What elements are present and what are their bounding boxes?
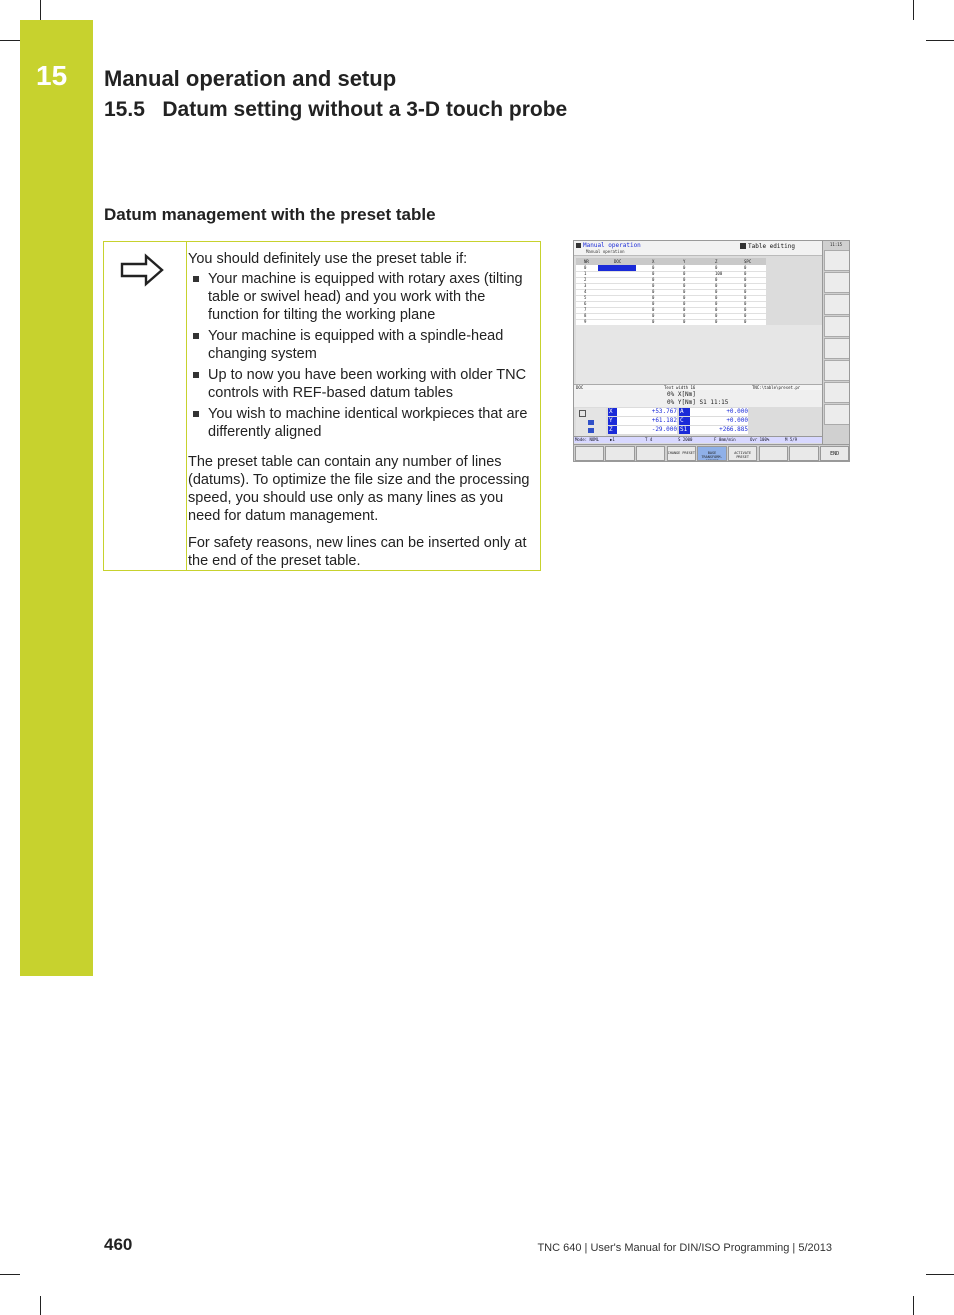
softkey[interactable] xyxy=(824,272,850,293)
table-cell: 0 xyxy=(715,307,718,312)
table-cell: 0 xyxy=(683,319,686,324)
vertical-softkey-bar xyxy=(822,241,850,444)
softkey[interactable] xyxy=(636,446,666,461)
softkey[interactable] xyxy=(824,316,850,337)
table-cell: 0 xyxy=(683,295,686,300)
bullet-square-icon xyxy=(193,372,199,378)
table-cell: 0 xyxy=(683,307,686,312)
table-cell: 0 xyxy=(652,319,655,324)
softkey[interactable] xyxy=(575,446,605,461)
softkey[interactable]: END xyxy=(820,446,850,461)
crop-mark xyxy=(913,1296,914,1315)
bullet-square-icon xyxy=(193,333,199,339)
table-cell: 0 xyxy=(683,283,686,288)
note-divider xyxy=(186,242,187,571)
tnc-screenshot xyxy=(573,240,850,462)
axis-value: +0.000 xyxy=(690,408,748,416)
preset-table-body xyxy=(576,265,766,325)
softkey[interactable] xyxy=(824,404,850,425)
horizontal-softkey-bar xyxy=(574,444,850,462)
column-header: SPC xyxy=(744,259,752,264)
column-header: NR xyxy=(584,259,589,264)
crop-mark xyxy=(926,40,954,41)
table-cell: 0 xyxy=(715,301,718,306)
override-line: 0% X[Nm] xyxy=(667,391,696,398)
softkey[interactable]: ACTIVATE PRESET xyxy=(728,446,758,461)
bullet-square-icon xyxy=(193,276,199,282)
chapter-band xyxy=(20,20,93,976)
status-field: ▶1 xyxy=(610,437,615,442)
crop-mark xyxy=(913,0,914,20)
softkey[interactable] xyxy=(789,446,819,461)
sub-title: Manual operation xyxy=(586,249,625,254)
note-text xyxy=(188,250,538,579)
mode-icon xyxy=(576,243,581,248)
table-cell: 0 xyxy=(652,265,655,270)
spindle-icon xyxy=(588,420,594,425)
table-cell: 0 xyxy=(683,265,686,270)
position-display xyxy=(608,408,750,436)
axis-label: C xyxy=(679,417,690,425)
table-cell: 0 xyxy=(715,283,718,288)
table-cell: 0 xyxy=(744,283,747,288)
softkey[interactable]: CHANGE PRESET xyxy=(667,446,697,461)
note-bullet-list xyxy=(188,270,538,441)
axis-label: X xyxy=(608,408,617,416)
crop-mark xyxy=(926,1274,954,1275)
table-cell: 0 xyxy=(652,307,655,312)
crop-mark xyxy=(40,0,41,20)
tilt-icon xyxy=(588,428,594,433)
axis-label: Z xyxy=(608,426,617,434)
axis-value: +53.767 xyxy=(617,408,677,416)
axis-label: A xyxy=(679,408,690,416)
table-cell: 0 xyxy=(652,313,655,318)
crop-mark xyxy=(40,1296,41,1315)
table-empty-area xyxy=(576,325,822,384)
table-cell: 0 xyxy=(652,301,655,306)
softkey[interactable]: BASE TRANSFORM. OFFSET xyxy=(697,446,727,461)
status-left: DOC xyxy=(576,385,584,390)
note-box xyxy=(103,241,541,571)
axis-value: +61.182 xyxy=(617,417,677,425)
table-cell: 0 xyxy=(652,271,655,276)
axis-value: +266.885 xyxy=(690,426,748,434)
status-field: Ovr 100% xyxy=(750,437,770,442)
subsection-heading: Datum management with the preset table xyxy=(104,205,436,224)
table-cell: 0 xyxy=(744,289,747,294)
table-cell: 0 xyxy=(683,271,686,276)
softkey[interactable] xyxy=(824,338,850,359)
softkey[interactable] xyxy=(759,446,789,461)
position-side-icons xyxy=(576,408,606,436)
clock: 11:15 xyxy=(830,242,843,247)
table-cell: 5 xyxy=(584,295,587,300)
axis-label: Y xyxy=(608,417,617,425)
softkey[interactable] xyxy=(605,446,635,461)
table-cell: 9 xyxy=(584,319,587,324)
table-cell: 0 xyxy=(715,265,718,270)
table-cell: 0 xyxy=(584,265,587,270)
table-cell: 2 xyxy=(584,277,587,282)
axis-label: S1 xyxy=(679,426,690,434)
chapter-number: 15 xyxy=(36,60,68,91)
table-cell: 0 xyxy=(744,295,747,300)
column-header: DOC xyxy=(614,259,622,264)
override-area xyxy=(574,390,822,407)
table-cell: 0 xyxy=(715,319,718,324)
table-cell: 0 xyxy=(744,265,747,270)
page-number: 460 xyxy=(104,1235,133,1254)
list-item: You wish to machine identical workpieces that are differently aligned xyxy=(188,405,538,441)
override-line: 0% Y[Nm] S1 11:15 xyxy=(667,399,729,406)
footer-text: TNC 640 | User's Manual for DIN/ISO Programming | 5/2013 xyxy=(537,1242,832,1254)
softkey[interactable] xyxy=(824,294,850,315)
status-field: M 5/9 xyxy=(785,437,798,442)
table-cell: 0 xyxy=(683,277,686,282)
table-header-row xyxy=(576,258,766,265)
table-cell: 0 xyxy=(652,283,655,288)
status-field: Mode: NOML xyxy=(575,437,600,442)
section-title: 15.5 Datum setting without a 3-D touch probe xyxy=(104,98,568,121)
table-cell: 7 xyxy=(584,307,587,312)
table-cell: 1 xyxy=(584,271,587,276)
table-cell: 100 xyxy=(715,271,723,276)
table-cell: 0 xyxy=(744,307,747,312)
column-header: X xyxy=(652,259,655,264)
screen-title-bar xyxy=(574,241,822,256)
status-right: TNC:\table\preset.pr xyxy=(752,385,801,390)
chapter-title: Manual operation and setup xyxy=(104,66,397,91)
touch-probe-icon xyxy=(579,410,586,417)
table-cell: 8 xyxy=(584,313,587,318)
table-cell: 6 xyxy=(584,301,587,306)
table-cell: 0 xyxy=(652,277,655,282)
note-paragraph: The preset table can contain any number of lines (datums). To optimize the file size and the processing speed, you should use only as many lines as you need for datum management. xyxy=(188,454,530,524)
table-cell: 0 xyxy=(715,295,718,300)
softkey[interactable] xyxy=(824,360,850,381)
table-cell: 0 xyxy=(683,313,686,318)
table-cell: 0 xyxy=(683,301,686,306)
status-mid: Text width 16 xyxy=(664,385,696,390)
machine-status-line xyxy=(574,436,822,443)
table-edit-icon xyxy=(740,243,746,249)
table-cell: 0 xyxy=(715,313,718,318)
softkey[interactable] xyxy=(824,382,850,403)
table-cell: 0 xyxy=(744,271,747,276)
list-item: Your machine is equipped with rotary axes (tilting table or swivel head) and you work with the function for tilting the working plane xyxy=(188,270,538,324)
table-cell: 3 xyxy=(584,283,587,288)
table-cell: 0 xyxy=(744,313,747,318)
mode-title: Manual operation xyxy=(583,242,641,249)
table-cell: 0 xyxy=(715,277,718,282)
arrow-right-icon xyxy=(120,253,164,287)
right-title: Table editing xyxy=(748,243,795,250)
list-item: Up to now you have been working with older TNC controls with REF-based datum tables xyxy=(188,366,538,402)
table-cell: 0 xyxy=(652,289,655,294)
crop-mark xyxy=(0,40,20,41)
column-header: Y xyxy=(683,259,686,264)
table-cell: 0 xyxy=(683,289,686,294)
crop-mark xyxy=(0,1274,20,1275)
list-item: Your machine is equipped with a spindle-head changing system xyxy=(188,327,538,363)
table-cell: 0 xyxy=(744,319,747,324)
axis-value: -29.000 xyxy=(617,426,677,434)
note-paragraph: For safety reasons, new lines can be inserted only at the end of the preset table. xyxy=(188,535,527,569)
table-cell: 0 xyxy=(652,295,655,300)
status-field: F 0mm/min xyxy=(714,437,736,442)
table-cell: 0 xyxy=(744,277,747,282)
softkey[interactable] xyxy=(824,250,850,271)
table-cell: 0 xyxy=(744,301,747,306)
status-field: S 2000 xyxy=(678,437,693,442)
axis-value: +0.000 xyxy=(690,417,748,425)
bullet-square-icon xyxy=(193,411,199,417)
note-intro: You should definitely use the preset table if: xyxy=(188,251,468,267)
column-header: Z xyxy=(715,259,718,264)
status-field: T 4 xyxy=(645,437,653,442)
table-cell: 0 xyxy=(715,289,718,294)
table-cell: 4 xyxy=(584,289,587,294)
